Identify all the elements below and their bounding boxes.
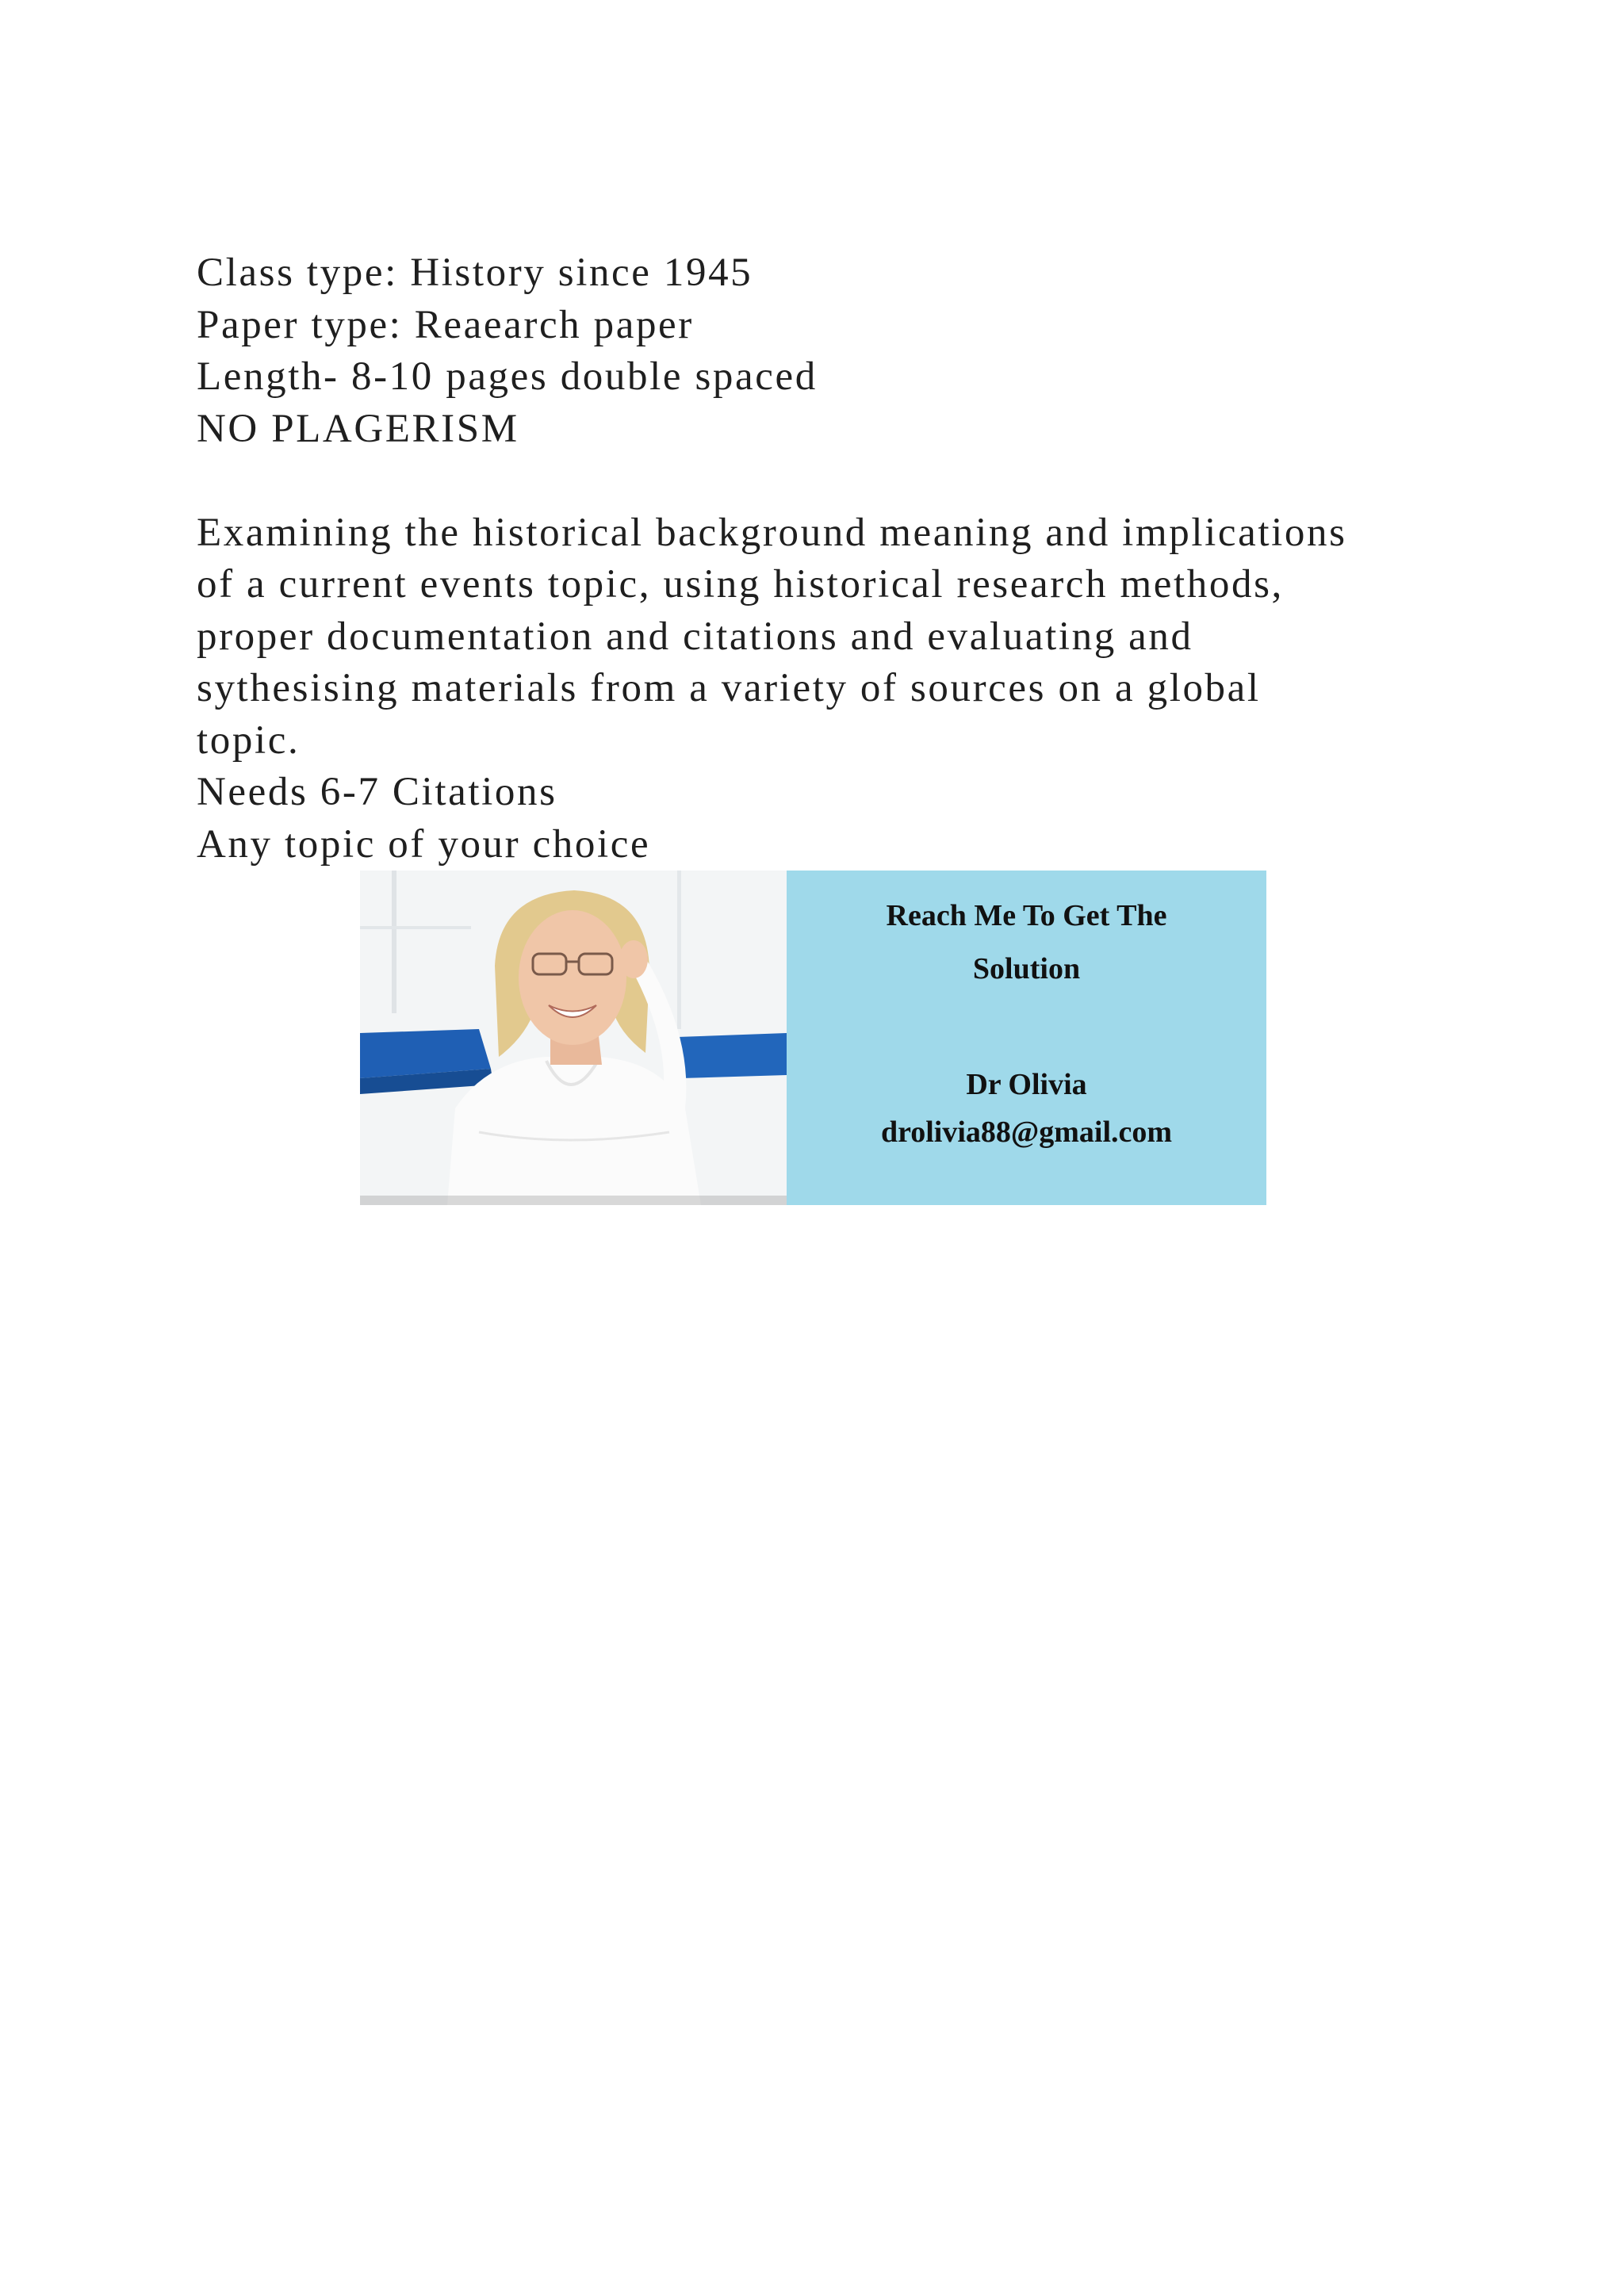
contact-panel <box>787 871 1266 1205</box>
paragraph-line-4: sythesising materials from a variety of sources on a global <box>197 666 1261 710</box>
contact-email: drolivia88@gmail.com <box>880 1115 1173 1149</box>
citations-line: Needs 6-7 Citations <box>197 770 557 814</box>
length-line: Length- 8-10 pages double spaced <box>197 354 818 399</box>
paragraph-line-1: Examining the historical background meaning and implications <box>197 510 1347 555</box>
blank-line <box>197 455 1465 507</box>
woman-photo <box>360 871 787 1205</box>
woman-photo-illustration <box>360 871 787 1205</box>
contact-name: Dr Olivia <box>966 1068 1087 1101</box>
paragraph-line-5: topic. <box>197 718 301 763</box>
topic-line: Any topic of your choice <box>197 821 651 867</box>
assignment-text <box>197 247 1465 871</box>
reach-me-text: Reach Me To Get The <box>886 899 1167 932</box>
solution-text: Solution <box>972 952 1081 985</box>
plagiarism-line: NO PLAGERISM <box>197 406 519 451</box>
contact-banner-image <box>360 871 1266 1205</box>
paragraph-line-3: proper documentation and citations and evaluating and <box>197 614 1193 659</box>
paper-type-line: Paper type: Reaearch paper <box>197 302 694 347</box>
class-type-line: Class type: History since 1945 <box>197 251 753 295</box>
paragraph-line-2: of a current events topic, using historical research methods, <box>197 562 1284 607</box>
